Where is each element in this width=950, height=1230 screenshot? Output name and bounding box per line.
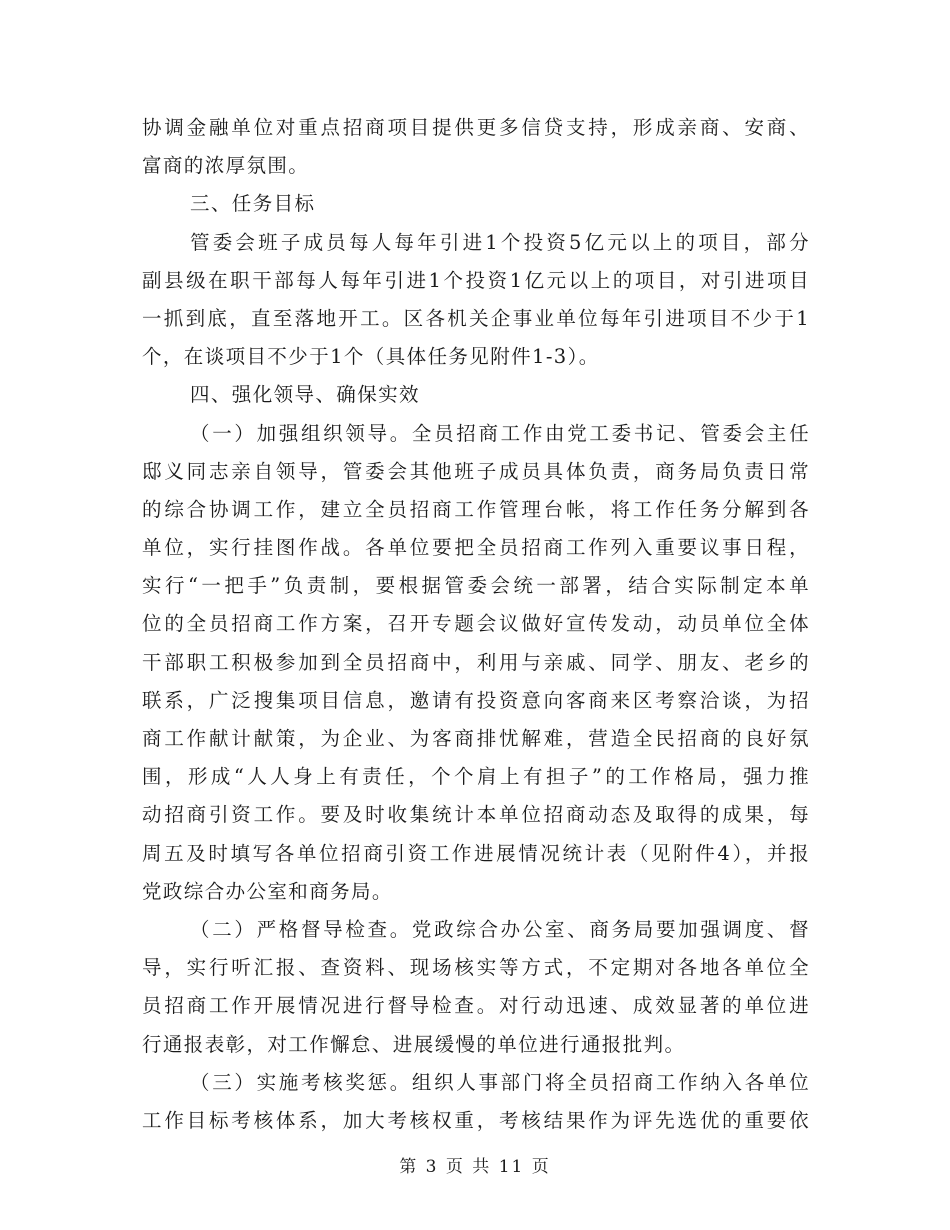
text-line: 联系，广泛搜集项目信息，邀请有投资意向客商来区考察洽谈，为招 — [142, 688, 810, 712]
text-line: 邸义同志亲自领导，管委会其他班子成员具体负责，商务局负责日常 — [142, 459, 810, 483]
text-line: 员招商工作开展情况进行督导检查。对行动迅速、成效显著的单位进 — [142, 994, 810, 1018]
text-line: 工作目标考核体系，加大考核权重，考核结果作为评先选优的重要依 — [142, 1108, 810, 1132]
text-line: 围，形成“人人身上有责任，个个肩上有担子”的工作格局，强力推 — [142, 765, 810, 789]
text-line: （一）加强组织领导。全员招商工作由党工委书记、管委会主任 — [190, 421, 810, 445]
text-line: 协调金融单位对重点招商项目提供更多信贷支持，形成亲商、安商、 — [142, 116, 810, 139]
text-line: 动招商引资工作。要及时收集统计本单位招商动态及取得的成果，每 — [142, 803, 810, 827]
text-line: 位的全员招商工作方案，召开专题会议做好宣传发动，动员单位全体 — [142, 612, 810, 636]
text-line: 党政综合办公室和商务局。 — [142, 879, 393, 903]
text-line: 行通报表彰，对工作懈怠、进展缓慢的单位进行通报批判。 — [142, 1032, 686, 1056]
section-heading: 四、强化领导、确保实效 — [190, 383, 420, 407]
text-line: 周五及时填写各单位招商引资工作进展情况统计表（见附件4），并报 — [142, 841, 810, 865]
text-line: （二）严格督导检查。党政综合办公室、商务局要加强调度、督 — [190, 917, 810, 941]
text-line: 导，实行听汇报、查资料、现场核实等方式，不定期对各地各单位全 — [142, 956, 810, 980]
text-line: 一抓到底，直至落地开工。区各机关企事业单位每年引进项目不少于1 — [142, 306, 810, 330]
text-line: 的综合协调工作，建立全员招商工作管理台帐，将工作任务分解到各 — [142, 497, 810, 521]
text-line: 个，在谈项目不少于1个（具体任务见附件1-3）。 — [142, 345, 600, 369]
page-footer: 第 3 页 共 11 页 — [399, 1157, 551, 1177]
text-line: 副县级在职干部每人每年引进1个投资1亿元以上的项目，对引进项目 — [142, 268, 810, 292]
section-heading: 三、任务目标 — [190, 192, 316, 216]
text-line: （三）实施考核奖惩。组织人事部门将全员招商工作纳入各单位 — [190, 1070, 810, 1094]
text-line: 单位，实行挂图作战。各单位要把全员招商工作列入重要议事日程， — [142, 536, 810, 560]
text-line: 管委会班子成员每人每年引进1个投资5亿元以上的项目，部分 — [190, 230, 810, 254]
text-line: 干部职工积极参加到全员招商中，利用与亲戚、同学、朋友、老乡的 — [142, 650, 810, 674]
text-line: 商工作献计献策，为企业、为客商排忧解难，营造全民招商的良好氛 — [142, 727, 810, 750]
document-body — [142, 109, 810, 1140]
text-line: 实行“一把手”负责制，要根据管委会统一部署，结合实际制定本单 — [142, 574, 810, 598]
text-line: 富商的浓厚氛围。 — [142, 154, 310, 178]
